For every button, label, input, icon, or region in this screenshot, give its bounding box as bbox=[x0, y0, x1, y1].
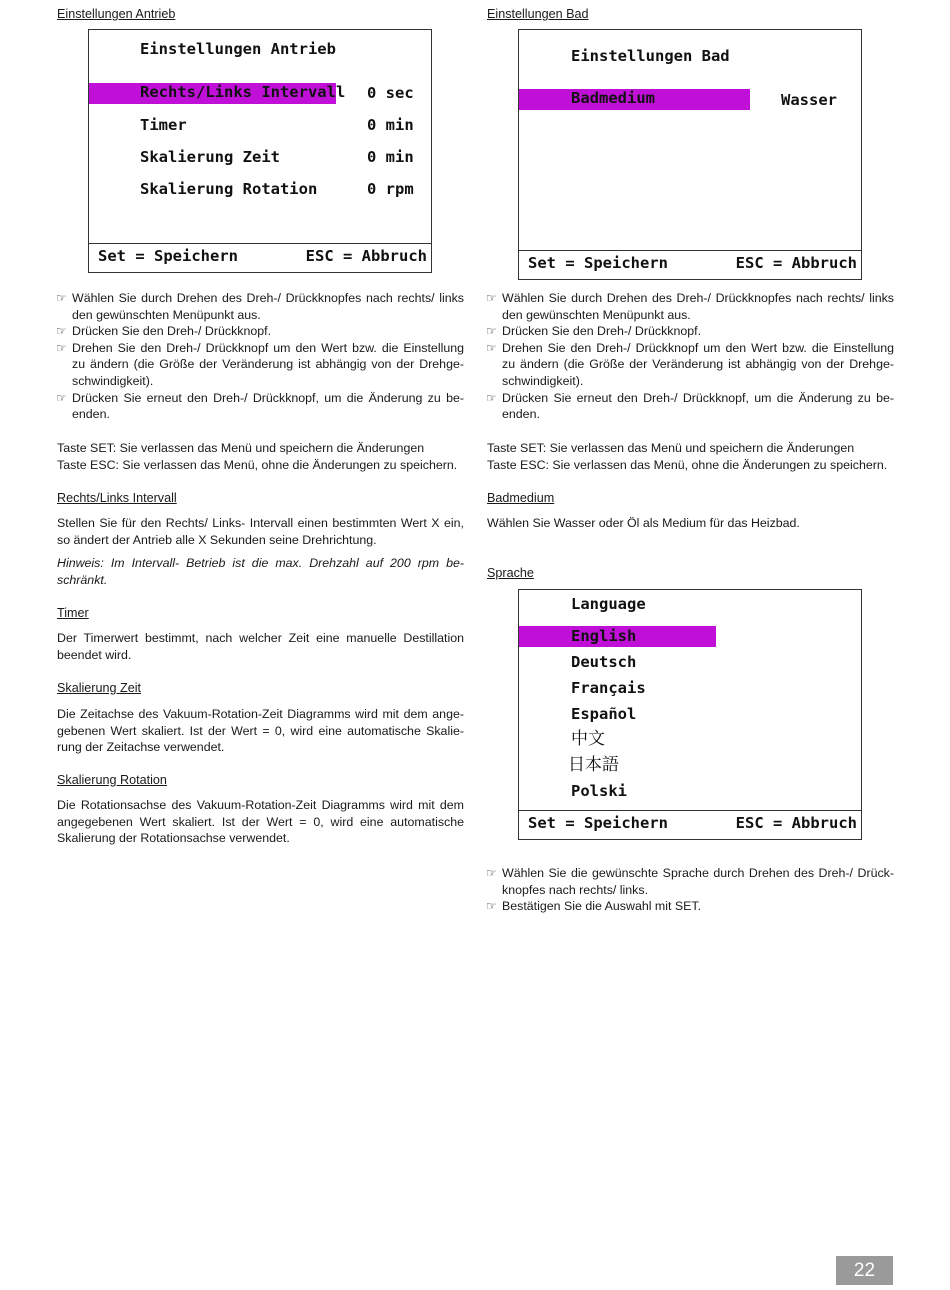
pointing-hand-icon: ☞ bbox=[56, 340, 67, 355]
footer-save-hint: Set = Speichern bbox=[98, 247, 238, 265]
taste-set-text: Taste SET: Sie verlassen das Menü und speichern die Änderungen bbox=[487, 441, 855, 455]
screen-footer bbox=[89, 243, 431, 272]
language-option-espanol: Español bbox=[571, 705, 637, 723]
section-heading-bad: Einstellungen Bad bbox=[487, 7, 589, 21]
language-instruction-list bbox=[487, 865, 894, 915]
pointing-hand-icon: ☞ bbox=[486, 291, 497, 305]
screen-footer bbox=[519, 810, 861, 839]
skalierung-zeit-text: Die Zeitachse des Vakuum-Rotation-Zeit Diagramms wird mit dem angegebenen Wert skaliert. Ist der Wert = 0, wird eine automatische Skalierung der Zeitachse verwendet. bbox=[57, 707, 464, 755]
list-item: ☞ Bestätigen Sie die Auswahl mit SET. bbox=[486, 899, 702, 914]
list-item: ☞ Wählen Sie durch Drehen des Dreh-/ Drückknopfes nach rechts/ links den gewünschten Menüpunkt aus. bbox=[486, 291, 894, 322]
menu-value-timer: 0 min bbox=[367, 116, 414, 134]
menu-value-badmedium: Wasser bbox=[781, 91, 837, 109]
menu-value-skalierung-zeit: 0 min bbox=[367, 148, 414, 166]
footer-cancel-hint: ESC = Abbruch bbox=[735, 254, 857, 272]
screen-footer bbox=[519, 250, 861, 279]
pointing-hand-icon: ☞ bbox=[486, 390, 497, 405]
intervall-heading: Rechts/Links Intervall bbox=[57, 491, 177, 505]
language-option-english: English bbox=[571, 627, 637, 645]
menu-value-intervall: 0 sec bbox=[367, 84, 414, 102]
pointing-hand-icon: ☞ bbox=[486, 340, 497, 355]
list-item: ☞ Drücken Sie den Dreh-/ Drückknopf. bbox=[486, 324, 702, 339]
list-item: ☞ Drehen Sie den Dreh-/ Drückknopf um den Wert bzw. die Einstellung zu ändern (die Größe der Veränderung ist abhängig von der Drehgeschwindigkeit). bbox=[486, 340, 894, 388]
pointing-hand-icon: ☞ bbox=[56, 324, 67, 339]
instruction-list bbox=[487, 290, 894, 423]
list-item: ☞ Wählen Sie die gewünschte Sprache durch Drehen des Dreh-/ Drückknopfes nach rechts/ links. bbox=[486, 866, 894, 897]
badmedium-text: Wählen Sie Wasser oder Öl als Medium für das Heizbad. bbox=[487, 516, 800, 530]
taste-set-text: Taste SET: Sie verlassen das Menü und speichern die Änderungen bbox=[57, 441, 425, 455]
menu-item-skalierung-rotation: Skalierung Rotation bbox=[140, 180, 318, 198]
badmedium-heading: Badmedium bbox=[487, 491, 555, 505]
language-screen bbox=[518, 589, 862, 840]
skalierung-rotation-heading: Skalierung Rotation bbox=[57, 773, 167, 787]
menu-item-skalierung-zeit: Skalierung Zeit bbox=[140, 148, 280, 166]
menu-value-skalierung-rotation: 0 rpm bbox=[367, 180, 414, 198]
antrieb-settings-screen bbox=[88, 29, 432, 273]
pointing-hand-icon: ☞ bbox=[486, 866, 497, 880]
footer-save-hint: Set = Speichern bbox=[528, 254, 668, 272]
list-item: ☞ Drücken Sie erneut den Dreh-/ Drückknopf, um die Änderung zu beenden. bbox=[56, 390, 464, 422]
timer-heading: Timer bbox=[57, 606, 89, 620]
menu-item-badmedium: Badmedium bbox=[571, 89, 655, 107]
list-item: ☞ Drücken Sie den Dreh-/ Drückknopf. bbox=[56, 324, 272, 339]
footer-save-hint: Set = Speichern bbox=[528, 814, 668, 832]
screen-title: Language bbox=[571, 595, 646, 613]
pointing-hand-icon: ☞ bbox=[56, 291, 67, 305]
footer-cancel-hint: ESC = Abbruch bbox=[735, 814, 857, 832]
skalierung-zeit-heading: Skalierung Zeit bbox=[57, 681, 141, 695]
screen-title: Einstellungen Bad bbox=[571, 47, 730, 65]
footer-cancel-hint: ESC = Abbruch bbox=[305, 247, 427, 265]
language-option-polski: Polski bbox=[571, 782, 627, 800]
taste-esc-text: Taste ESC: Sie verlassen das Menü, ohne die Änderungen zu speichern. bbox=[487, 458, 888, 472]
language-option-francais: Français bbox=[571, 679, 646, 697]
list-item: ☞ Wählen Sie durch Drehen des Dreh-/ Drückknopfes nach rechts/ links den gewünschten Menüpunkt aus. bbox=[56, 291, 464, 322]
bad-settings-screen bbox=[518, 29, 862, 280]
pointing-hand-icon: ☞ bbox=[486, 324, 497, 339]
language-option-japanese: 日本語 bbox=[568, 755, 619, 775]
menu-item-timer: Timer bbox=[140, 116, 187, 134]
pointing-hand-icon: ☞ bbox=[56, 390, 67, 405]
language-option-deutsch: Deutsch bbox=[571, 653, 637, 671]
section-heading-antrieb: Einstellungen Antrieb bbox=[57, 7, 176, 21]
screen-title: Einstellungen Antrieb bbox=[140, 40, 336, 58]
sprache-heading: Sprache bbox=[487, 566, 534, 580]
menu-item-intervall: Rechts/Links Intervall bbox=[140, 83, 346, 101]
list-item: ☞ Drehen Sie den Dreh-/ Drückknopf um den Wert bzw. die Einstellung zu ändern (die Größe der Veränderung ist abhängig von der Drehgeschwindigkeit). bbox=[56, 340, 464, 388]
list-item: ☞ Drücken Sie erneut den Dreh-/ Drückknopf, um die Änderung zu beenden. bbox=[486, 390, 894, 422]
intervall-note: Hinweis: Im Intervall- Betrieb ist die max. Drehzahl auf 200 rpm beschränkt. bbox=[57, 556, 464, 587]
pointing-hand-icon: ☞ bbox=[486, 899, 497, 914]
language-option-chinese: 中文 bbox=[571, 729, 605, 749]
page-number: 22 bbox=[836, 1256, 893, 1285]
skalierung-rotation-text: Die Rotationsachse des Vakuum-Rotation-Zeit Diagramms wird mit dem angegebenen Wert skaliert. Ist der Wert = 0, wird eine automatische Skalierung der Rotationsachse verwendet. bbox=[57, 798, 464, 846]
instruction-list bbox=[57, 290, 464, 423]
timer-text: Der Timerwert bestimmt, nach welcher Zeit eine manuelle Destillation beendet wird. bbox=[57, 631, 464, 662]
intervall-text: Stellen Sie für den Rechts/ Links- Intervall einen bestimmten Wert X ein, so ändert der Antrieb alle X Sekunden seine Drehrichtung. bbox=[57, 516, 464, 547]
taste-esc-text: Taste ESC: Sie verlassen das Menü, ohne die Änderungen zu speichern. bbox=[57, 458, 458, 472]
